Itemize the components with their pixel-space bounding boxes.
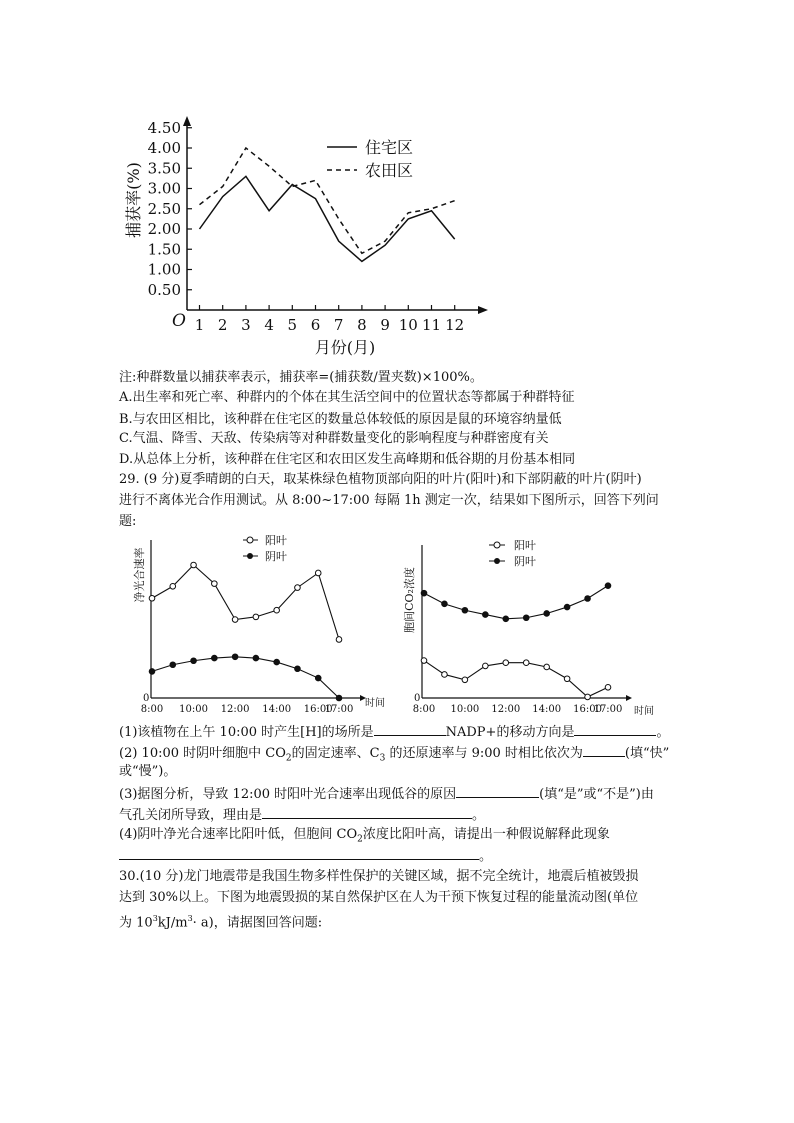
data-point (274, 607, 280, 613)
legend (243, 533, 287, 563)
option-a: A.出生率和死亡率、种群内的个体在其生活空间中的位置状态等都属于种群特征 (119, 390, 575, 405)
data-point (483, 612, 489, 618)
q29-sub4-text-b: 浓度比阳叶高，请提出一种假说解释此现象 (362, 827, 610, 842)
x-axis-arrow (478, 306, 488, 314)
data-point (336, 695, 342, 701)
origin-label: 0 (143, 693, 150, 704)
data-point (462, 677, 468, 683)
subscript: 2 (357, 834, 363, 845)
x-tick-label: 17:00 (324, 704, 354, 715)
q30-stem-line1: 30.(10 分)龙门地震带是我国生物多样性保护的关键区域，据不完全统计，地震后植被毁损 (119, 869, 639, 884)
subscript: 2 (285, 753, 292, 764)
legend-label: 阴叶 (265, 550, 287, 563)
x-tick-label: 17:00 (593, 704, 623, 715)
legend-marker-filled (494, 558, 500, 564)
origin-label: 0 (414, 693, 421, 704)
x-tick-label: 16:00 (573, 704, 602, 715)
q29-sub3-text-a: (3)据图分析，导致 12:00 时阳叶光合速率出现低谷的原因 (119, 787, 457, 802)
q29-sub2-text-a: (2) 10:00 时阴叶细胞中 CO (119, 746, 286, 761)
data-point (253, 614, 259, 620)
legend (327, 138, 413, 180)
x-tick-label: 14:00 (262, 704, 292, 715)
x-tick-label: 2 (217, 316, 228, 334)
q29-sub3-text-d: 。 (472, 808, 486, 823)
answer-blank[interactable] (456, 783, 539, 798)
x-tick-label: 8:00 (412, 704, 436, 715)
data-point (605, 685, 611, 691)
q29-sub3 (119, 783, 654, 805)
legend-marker-filled (247, 553, 253, 559)
subscript: 3 (379, 753, 386, 764)
q29-sub2-text-d: (填“快” (624, 746, 670, 761)
data-point (564, 604, 570, 610)
data-point (503, 660, 509, 666)
y-axis-title: 胞间CO₂浓度 (403, 567, 416, 633)
data-point (170, 583, 176, 589)
data-point (462, 607, 468, 613)
q29-stem-line2: 进行不离体光合作用测试。从 8:00~17:00 每隔 1h 测定一次，结果如下图所示，回答下列问 (119, 493, 659, 508)
intercellular-co2-chart (400, 530, 660, 720)
q29-sub2-cont: 或“慢”)。 (119, 764, 177, 779)
q29-sub4-cont (119, 845, 492, 867)
data-point (605, 583, 611, 589)
y-tick-label: 4.00 (147, 139, 181, 157)
data-point (442, 601, 448, 607)
answer-blank[interactable] (583, 742, 625, 757)
q29-sub2 (119, 742, 669, 769)
answer-blank[interactable] (374, 721, 446, 736)
data-point (274, 659, 280, 665)
x-tick-label: 7 (333, 316, 344, 334)
legend-label: 阳叶 (265, 534, 287, 547)
data-point (523, 615, 529, 621)
q29-sub4-text-c: 。 (479, 849, 493, 864)
y-axis-title: 捕获率(%) (124, 162, 143, 238)
capture-rate-chart (120, 112, 500, 364)
x-tick-label: 14:00 (532, 704, 562, 715)
series-line-农田区 (200, 148, 455, 253)
x-tick-label: 12:00 (491, 704, 521, 715)
option-c: C.气温、降雪、天敌、传染病等对种群数量变化的影响程度与种群密度有关 (119, 431, 549, 446)
answer-blank[interactable] (262, 804, 472, 819)
y-tick-label: 3.00 (147, 179, 181, 198)
data-point (315, 675, 321, 681)
q29-sub2-text-b: 的固定速率、C (291, 746, 380, 761)
legend-label: 农田区 (365, 161, 414, 180)
answer-blank[interactable] (119, 845, 479, 860)
superscript: 3 (187, 914, 193, 923)
x-axis-title: 时间 (634, 706, 654, 717)
data-point (149, 595, 155, 601)
data-point (149, 669, 155, 675)
q29-stem-line3: 题: (119, 514, 137, 529)
series-line-阴叶 (152, 657, 339, 698)
data-point (295, 585, 301, 591)
q29-sub3-cont (119, 804, 485, 826)
q30-stem-line2: 达到 30%以上。下图为地震毁损的某自然保护区在人为干预下恢复过程的能量流动图(单位 (119, 890, 639, 905)
answer-blank[interactable] (574, 721, 656, 736)
q29-stem-line1: 29. (9 分)夏季晴朗的白天，取某株绿色植物顶部向阳的叶片(阳叶)和下部阴蔽的叶片(阴叶) (119, 472, 642, 487)
legend-label: 阳叶 (514, 539, 536, 552)
y-tick-label: 4.50 (147, 118, 181, 137)
x-tick-label: 10:00 (450, 704, 480, 715)
data-point (295, 666, 301, 672)
x-tick-label: 6 (310, 316, 321, 334)
y-tick-label: 3.50 (147, 159, 181, 178)
q30-text-b: kJ/m (157, 915, 188, 931)
y-tick-label: 2.00 (147, 220, 181, 238)
x-tick-label: 1 (194, 316, 205, 334)
legend-marker-open (494, 542, 500, 548)
data-point (191, 562, 197, 568)
data-point (191, 658, 197, 664)
option-d: D.从总体上分析，该种群在住宅区和农田区发生高峰期和低谷期的月份基本相同 (119, 452, 576, 467)
q29-sub3-text-b: (填“是”或“不是”)由 (539, 787, 654, 802)
data-point (544, 664, 550, 670)
x-tick-label: 5 (287, 316, 298, 334)
x-tick-label: 9 (380, 316, 390, 334)
q29-sub1-text-a: (1)该植物在上午 10:00 时产生[H]的场所是 (119, 725, 374, 740)
q29-sub4-text-a: (4)阴叶净光合速率比阳叶低，但胞间 CO (119, 827, 358, 842)
data-point (253, 655, 259, 661)
origin-label: O (172, 311, 186, 331)
data-point (232, 654, 238, 660)
y-tick-label: 2.50 (147, 199, 181, 218)
data-point (483, 663, 489, 669)
data-point (315, 570, 321, 576)
data-point (564, 676, 570, 682)
superscript: 3 (152, 914, 158, 923)
x-tick-label: 8:00 (140, 704, 164, 715)
data-point (421, 590, 427, 596)
q29-sub3-text-c: 气孔关闭所导致，理由是 (119, 808, 263, 823)
data-point (212, 655, 218, 661)
data-point (544, 611, 550, 617)
data-point (170, 662, 176, 668)
series-line-阳叶 (424, 661, 608, 697)
x-tick-label: 10:00 (179, 704, 208, 715)
option-b: B.与农田区相比，该种群在住宅区的数量总体较低的原因是鼠的环境容纳量低 (119, 412, 562, 427)
x-axis-title: 月份(月) (314, 338, 376, 357)
data-point (585, 596, 591, 602)
q30-text-c: · a)，请据图回答问题: (192, 915, 323, 931)
legend-label: 住宅区 (365, 138, 414, 157)
y-axis-arrow (183, 116, 191, 126)
y-tick-label: 1.00 (147, 260, 181, 279)
q30-text-a: 为 10 (119, 915, 153, 931)
x-tick-label: 10 (398, 316, 418, 334)
legend-marker-open (247, 537, 253, 543)
y-tick-label: 1.50 (147, 240, 181, 259)
data-point (421, 658, 427, 664)
chart-note: 注:种群数量以捕获率表示，捕获率=(捕获数/置夹数)×100%。 (119, 370, 483, 385)
x-axis-title: 时间 (365, 698, 385, 709)
q30-stem-line3 (119, 909, 322, 933)
q29-sub1-text-c: 。 (656, 725, 670, 740)
series-line-阳叶 (152, 565, 339, 639)
x-tick-label: 4 (264, 316, 274, 334)
data-point (232, 617, 238, 623)
data-point (442, 672, 448, 678)
q29-sub1 (119, 721, 669, 743)
x-axis-arrow (626, 695, 632, 701)
x-tick-label: 3 (241, 316, 251, 334)
legend-label: 阴叶 (514, 555, 536, 568)
net-photosynthesis-chart (130, 530, 385, 720)
y-axis-title: 净光合速率 (133, 547, 146, 603)
data-point (336, 637, 342, 643)
series-line-阴叶 (424, 586, 608, 619)
q29-sub2-text-c: 的还原速率与 9:00 时相比依次为 (385, 746, 583, 761)
x-tick-label: 12:00 (220, 704, 250, 715)
legend (489, 538, 536, 568)
y-tick-label: 0.50 (147, 280, 181, 299)
data-point (212, 581, 218, 587)
data-point (523, 660, 529, 666)
x-tick-label: 8 (357, 316, 367, 334)
x-tick-label: 11 (421, 316, 442, 334)
x-tick-label: 12 (445, 316, 465, 334)
data-point (585, 694, 591, 700)
data-point (503, 616, 509, 622)
x-tick-label: 16:00 (303, 704, 333, 715)
q29-sub1-text-b: NADP+的移动方向是 (445, 725, 575, 740)
series-line-住宅区 (200, 176, 455, 261)
